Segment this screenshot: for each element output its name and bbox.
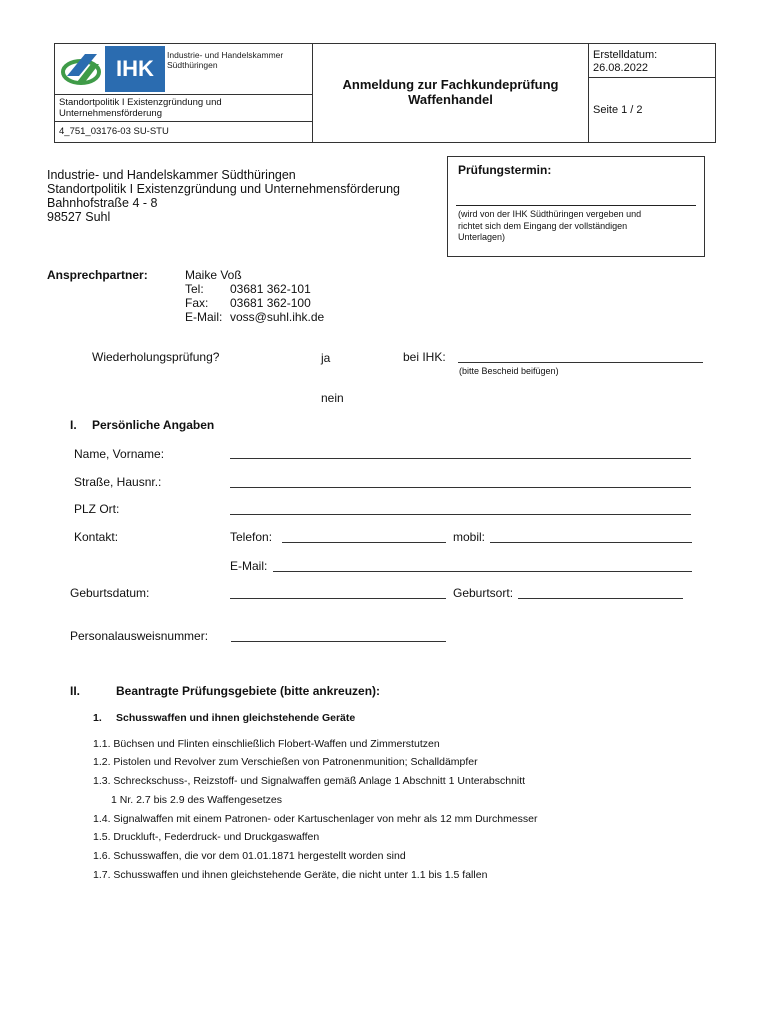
contact-email-label: E-Mail: (185, 310, 223, 324)
contact-person-label: Ansprechpartner: (47, 268, 148, 282)
email-label: E-Mail: (230, 559, 268, 573)
section1-title: Persönliche Angaben (92, 418, 215, 432)
header-title-cell (313, 44, 589, 142)
exam-area-item[interactable]: 1.4. Signalwaffen mit einem Patronen- oder Kartuschenlager von mehr als 12 mm Durchmesser (93, 813, 538, 825)
repeat-ihk-field[interactable] (458, 362, 703, 363)
exam-area-item[interactable]: 1.7. Schusswaffen und ihnen gleichstehende Geräte, die nicht unter 1.1 bis 1.5 fallen (93, 869, 488, 881)
repeat-no-option[interactable]: nein (321, 391, 344, 405)
exam-area-item[interactable]: 1.1. Büchsen und Flinten einschließlich Flobert-Waffen und Zimmerstutzen (93, 738, 440, 750)
email-field[interactable] (273, 571, 692, 572)
birthdate-field[interactable] (230, 598, 446, 599)
exam-area-item[interactable]: 1.2. Pistolen und Revolver zum Verschießen von Patronenmunition; Schalldämpfer (93, 756, 478, 768)
document-title: Anmeldung zur Fachkundeprüfung Waffenhandel (342, 77, 559, 107)
city-field[interactable] (230, 514, 691, 515)
contact-tel-label: Tel: (185, 282, 204, 296)
repeat-exam-question: Wiederholungsprüfung? (92, 350, 220, 364)
birthplace-label: Geburtsort: (453, 586, 514, 600)
mobile-label: mobil: (453, 530, 486, 544)
contact-fax: 03681 362-100 (230, 296, 311, 310)
exam-date-field[interactable] (456, 205, 696, 206)
created-date: Erstelldatum: 26.08.2022 (593, 49, 658, 74)
contact-fax-label: Fax: (185, 296, 209, 310)
ihk-logo-icon (57, 46, 167, 92)
contact-label: Kontakt: (74, 530, 119, 544)
ihk-logo (55, 44, 312, 94)
repeat-ihk-label: bei IHK: (403, 350, 446, 364)
contact-email: voss@suhl.ihk.de (230, 310, 325, 324)
phone-field[interactable] (282, 542, 446, 543)
birthplace-field[interactable] (518, 598, 683, 599)
birthdate-label: Geburtsdatum: (70, 586, 150, 600)
contact-person-name: Maike Voß (185, 268, 242, 282)
document-code: 4_751_03176-03 SU-STU (59, 126, 169, 137)
repeat-ihk-note: (bitte Bescheid beifügen) (459, 366, 559, 376)
svg-text:IHK: IHK (116, 56, 154, 81)
contact-tel: 03681 362-101 (230, 282, 311, 296)
department: Standortpolitik I Existenzgründung und Unternehmensförderung (55, 94, 312, 122)
phone-label: Telefon: (230, 530, 273, 544)
ihk-name: Industrie- und Handelskammer Südthüringen (167, 50, 284, 70)
id-label: Personalausweisnummer: (70, 629, 209, 643)
mobile-field[interactable] (490, 542, 692, 543)
repeat-yes-option[interactable]: ja (321, 351, 331, 365)
street-field[interactable] (230, 487, 691, 488)
exam-date-title: Prüfungstermin: (458, 163, 552, 177)
street-label: Straße, Hausnr.: (74, 475, 162, 489)
city-label: PLZ Ort: (74, 502, 120, 516)
section2-number: II. (70, 684, 81, 698)
page-number: Seite 1 / 2 (593, 104, 643, 116)
subsection1-title: Schusswaffen und ihnen gleichstehende Geräte (116, 712, 356, 724)
document-header (54, 43, 716, 143)
exam-area-item[interactable]: 1.6. Schusswaffen, die vor dem 01.01.1871 hergestellt worden sind (93, 850, 406, 862)
name-label: Name, Vorname: (74, 447, 165, 461)
header-right-cell (589, 44, 715, 142)
id-field[interactable] (231, 641, 446, 642)
name-field[interactable] (230, 458, 691, 459)
section1-number: I. (70, 418, 77, 432)
exam-area-item[interactable]: 1.5. Druckluft-, Federdruck- und Druckgaswaffen (93, 831, 320, 843)
exam-date-box (447, 156, 705, 257)
section2-title: Beantragte Prüfungsgebiete (bitte ankreuzen): (116, 684, 381, 698)
header-left-cell (55, 44, 313, 142)
exam-date-note: (wird von der IHK Südthüringen vergeben und richtet sich dem Eingang der vollständigen Unterlagen) (458, 209, 642, 242)
subsection1-number: 1. (93, 712, 102, 724)
exam-area-item-continuation: 1 Nr. 2.7 bis 2.9 des Waffengesetzes (111, 794, 283, 806)
address-block: Industrie- und Handelskammer Südthüringen Standortpolitik I Existenzgründung und Unternehmensförderung Bahnhofstraße 4 - 8 98527 Suhl (47, 168, 400, 224)
exam-area-item[interactable]: 1.3. Schreckschuss-, Reizstoff- und Signalwaffen gemäß Anlage 1 Abschnitt 1 Unterabschnitt (93, 775, 526, 787)
